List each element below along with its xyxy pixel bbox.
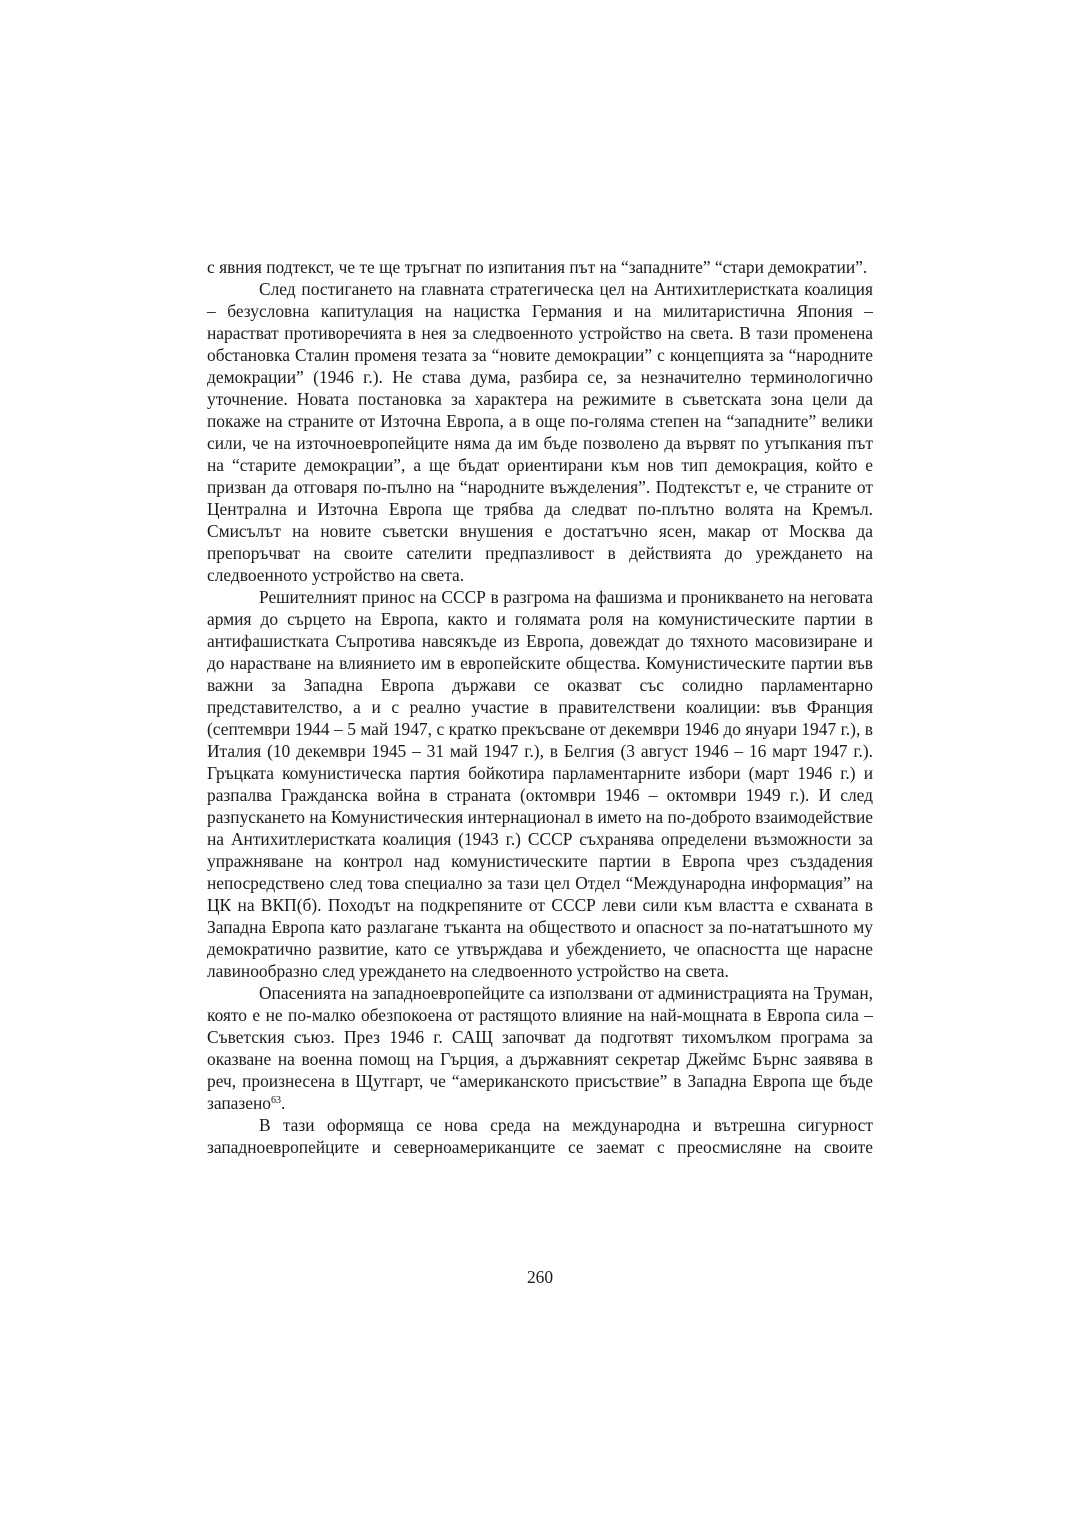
paragraph-continues-next-page: В тази оформяща се нова среда на международна и вътрешна сигурност западноевропейците и северноамериканците се заемат с преосмисляне на своите [207,1115,873,1157]
paragraph-end-punctuation: . [280,1093,286,1113]
body-text [207,256,873,1158]
paragraph-with-footnote [207,982,873,1114]
footnote-marker: 63 [270,1095,281,1106]
paragraph: След постигането на главната стратегическа цел на Антихитлеристката коалиция – безусловна капитулация на нацистка Германия и на милитаристична Япония – нарастват противоречията в нея за следвоенното устройство на света. В тази променена обстановка Сталин променя тезата за “новите демокрации” с концепцията за “народните демокрации” (1946 г.). Не става дума, разбира се, за незначително терминологично уточнение. Новата постановка за характера на режимите в съветската зона цели да покаже на страните от Източна Европа, а в още по-голяма степен на “западните” велики сили, че на източноевропейците няма да им бъде позволено да вървят по утъпкания път на “старите демокрации”, а ще бъдат ориентирани към нов тип демокрация, който е призван да отговаря по-пълно на “народните въжделения”. Подтекстът е, че страните от Централна и Източна Европа ще трябва да следват по-плътно волята на Кремъл. Смисълът на новите съветски внушения е достатъчно ясен, макар от Москва да препоръчват на своите сателити предпазливост в действията до уреждането на следвоенното устройство на света. [207,279,873,585]
paragraph-continuation: с явния подтекст, че те ще тръгнат по изпитания път на “западните” “стари демократии”. [207,257,868,277]
page-number: 260 [526,1267,554,1287]
paragraph-text: Опасенията на западноевропейците са използвани от администрацията на Труман, която е не по-малко обезпокоена от растящото влияние на най-мощната в Европа сила – Съветския съюз. През 1946 г. САЩ започват да подготвят тихомълком програма за оказване на военна помощ на Гърция, а държавният секретар Джеймс Бърнс заявява в реч, произнесена в Щутгарт, че “американското присъствие” в Западна Европа ще бъде запазено [207,983,873,1113]
paragraph: Решителният принос на СССР в разгрома на фашизма и проникването на неговата армия до сърцето на Европа, както и голямата роля на комунистическите партии в антифашистката Съпротива навсякъде из Европа, довеждат до тяхното масовизиране и до нарастване на влиянието им в европейските общества. Комунистическите партии във важни за Западна Европа държави се оказват със солидно парламентарно представителство, а и с реално участие в правителствени коалиции: във Франция (септември 1944 – 5 май 1947, с кратко прекъсване от декември 1946 до януари 1947 г.), в Италия (10 декември 1945 – 31 май 1947 г.), в Белгия (3 август 1946 – 16 март 1947 г.). Гръцката комунистическа партия бойкотира парламентарните избори (март 1946 г.) и разпалва Гражданска война в страната (октомври 1946 – октомври 1949 г.). И след разпускането на Комунистическия интернационал в името на по-доброто взаимодействие на Антихитлеристката коалиция (1943 г.) СССР съхранява определени възможности за упражняване на контрол над комунистическите партии в Европа чрез създадения непосредствено след това специално за тази цел Отдел “Международна информация” на ЦК на ВКП(б). Походът на подкрепяните от СССР леви сили към властта е схваната в Западна Европа като разлагане тъканта на обществото и опасност за по-нататъшното му демократично развитие, като се утвърждава и убеждението, че опасността ще нарасне лавинообразно след уреждането на следвоенното устройство на света. [207,587,873,981]
